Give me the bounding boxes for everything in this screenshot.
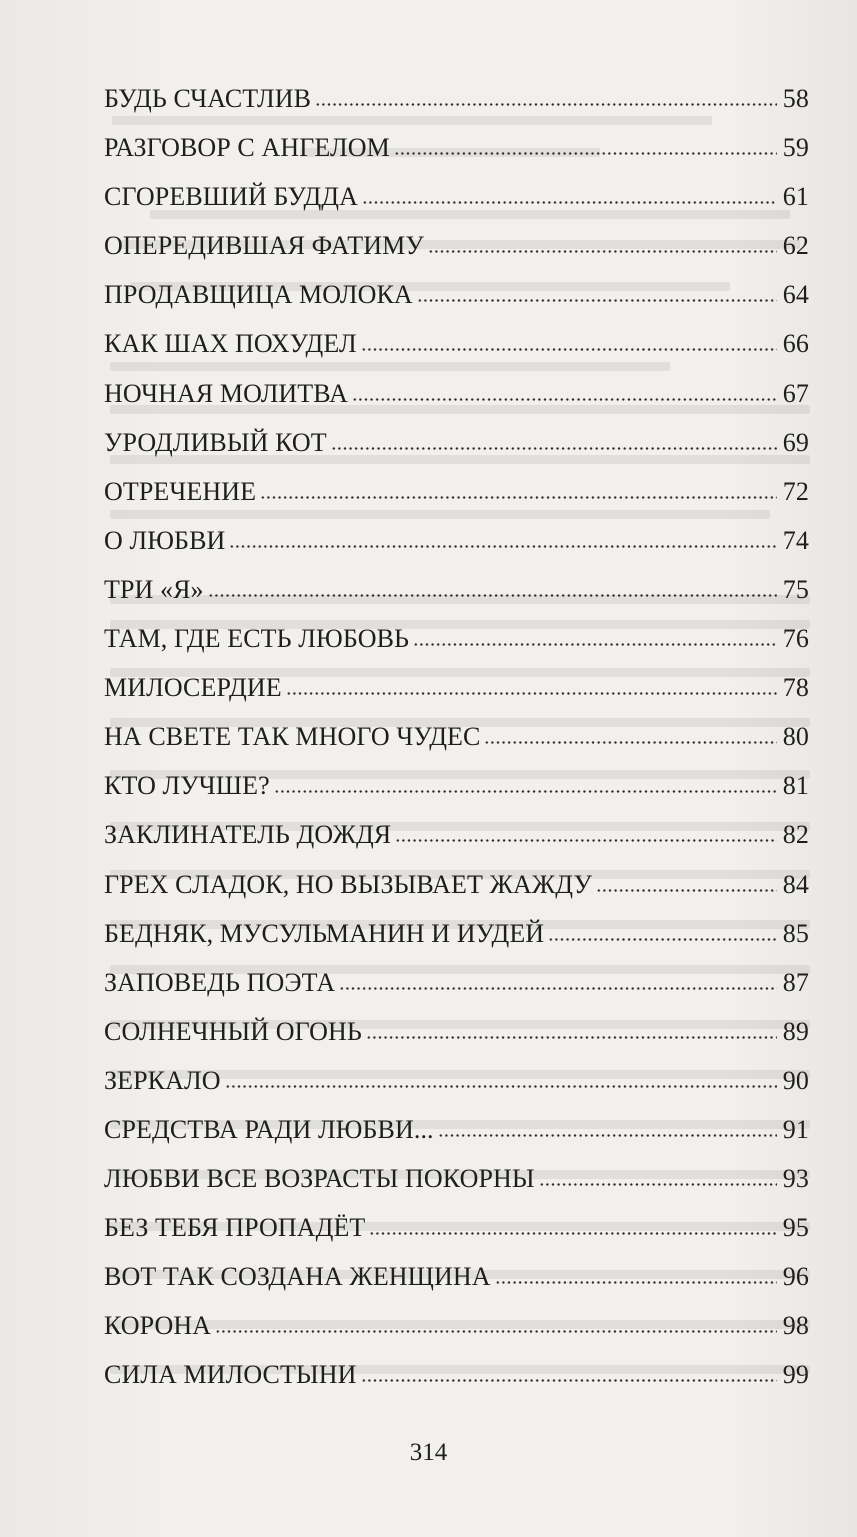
toc-entry-title: СГОРЕВШИЙ БУДДА (104, 182, 359, 212)
toc-entry-title: ТАМ, ГДЕ ЕСТЬ ЛЮБОВЬ (104, 624, 410, 654)
toc-dot-leader (362, 179, 777, 205)
toc-entry-title: КТО ЛУЧШЕ? (104, 771, 270, 801)
toc-entry-title: БУДЬ СЧАСТЛИВ (104, 84, 312, 113)
toc-dot-leader (352, 376, 777, 402)
toc-entry (104, 418, 809, 467)
toc-dot-leader (395, 817, 777, 843)
toc-entry-title: СОЛНЕЧНЫЙ ОГОНЬ (104, 1016, 362, 1046)
table-of-contents (104, 74, 809, 1400)
toc-entry (104, 761, 809, 810)
toc-entry (104, 860, 809, 909)
toc-entry-title: ОТРЕЧЕНИЕ (104, 476, 257, 506)
toc-entry-title: НОЧНАЯ МОЛИТВА (104, 378, 348, 408)
toc-entry-title: УРОДЛИВЫЙ КОТ (104, 427, 327, 457)
toc-entry (104, 74, 809, 123)
toc-entry (104, 516, 809, 565)
toc-entry-title: РАЗГОВОР С АНГЕЛОМ (104, 133, 390, 163)
toc-entry-page: 58 (782, 84, 809, 113)
toc-entry-title: ПРОДАВЩИЦА МОЛОКА (104, 280, 413, 310)
toc-entry-page: 69 (782, 427, 809, 457)
toc-dot-leader (394, 130, 777, 156)
toc-entry-page: 87 (782, 967, 809, 997)
toc-entry (104, 810, 809, 859)
toc-entry-title: ЗАПОВЕДЬ ПОЭТА (104, 967, 336, 997)
toc-entry (104, 909, 809, 958)
toc-dot-leader (438, 1112, 777, 1138)
toc-entry (104, 1203, 809, 1252)
toc-entry (104, 172, 809, 221)
toc-entry (104, 565, 809, 614)
toc-dot-leader (539, 1161, 777, 1187)
toc-entry-page: 76 (782, 624, 809, 654)
toc-entry-title: КАК ШАХ ПОХУДЕЛ (104, 329, 357, 359)
page-number: 314 (409, 1439, 448, 1466)
toc-entry-title: ТРИ «Я» (104, 574, 204, 604)
toc-entry-page: 75 (782, 574, 809, 604)
toc-entry (104, 614, 809, 663)
toc-entry (104, 221, 809, 270)
toc-entry-page: 99 (782, 1360, 809, 1390)
toc-entry-page: 82 (782, 820, 809, 850)
toc-entry-page: 67 (782, 378, 809, 408)
toc-entry (104, 1252, 809, 1301)
toc-entry-page: 95 (782, 1213, 809, 1243)
toc-dot-leader (361, 326, 777, 352)
toc-entry (104, 1007, 809, 1056)
toc-entry-title: БЕЗ ТЕБЯ ПРОПАДЁТ (104, 1213, 366, 1243)
toc-entry-title: ВОТ ТАК СОЗДАНА ЖЕНЩИНА (104, 1262, 491, 1292)
toc-dot-leader (315, 81, 777, 107)
toc-entry-title: МИЛОСЕРДИЕ (104, 673, 282, 703)
toc-entry (104, 663, 809, 712)
toc-entry-title: ЛЮБВИ ВСЕ ВОЗРАСТЫ ПОКОРНЫ (104, 1164, 535, 1194)
toc-entry-page: 72 (782, 476, 809, 506)
toc-dot-leader (484, 719, 777, 745)
toc-entry-page: 93 (782, 1164, 809, 1194)
toc-entry-page: 91 (782, 1114, 809, 1144)
toc-entry-page: 85 (782, 918, 809, 948)
toc-entry-title: ЗАКЛИНАТЕЛЬ ДОЖДЯ (104, 820, 392, 850)
toc-dot-leader (274, 768, 777, 794)
toc-entry (104, 1056, 809, 1105)
toc-entry-title: ОПЕРЕДИВШАЯ ФАТИМУ (104, 231, 424, 261)
toc-entry-page: 89 (782, 1016, 809, 1046)
toc-dot-leader (331, 425, 777, 451)
toc-entry (104, 1301, 809, 1350)
toc-entry (104, 1154, 809, 1203)
toc-entry-title: СИЛА МИЛОСТЫНИ (104, 1360, 357, 1390)
toc-dot-leader (369, 1210, 777, 1236)
toc-entry-page: 66 (782, 329, 809, 359)
toc-entry (104, 1350, 809, 1399)
toc-dot-leader (428, 228, 777, 254)
toc-entry-page: 96 (782, 1262, 809, 1292)
toc-dot-leader (339, 965, 777, 991)
toc-entry-page: 90 (782, 1065, 809, 1095)
toc-entry-page: 81 (782, 771, 809, 801)
toc-entry-page: 62 (782, 231, 809, 261)
toc-dot-leader (286, 670, 777, 696)
toc-dot-leader (495, 1259, 777, 1285)
toc-dot-leader (225, 1063, 777, 1089)
toc-entry-page: 61 (782, 182, 809, 212)
toc-dot-leader (366, 1014, 777, 1040)
toc-entry-page: 74 (782, 525, 809, 555)
toc-dot-leader (229, 523, 777, 549)
toc-entry-title: ЗЕРКАЛО (104, 1065, 221, 1095)
toc-entry (104, 467, 809, 516)
toc-dot-leader (208, 572, 777, 598)
toc-dot-leader (596, 867, 777, 893)
toc-dot-leader (361, 1357, 777, 1383)
toc-dot-leader (215, 1308, 777, 1334)
toc-entry-page: 80 (782, 722, 809, 752)
toc-entry-title: О ЛЮБВИ (104, 525, 226, 555)
toc-entry-title: БЕДНЯК, МУСУЛЬМАНИН И ИУДЕЙ (104, 918, 545, 948)
toc-entry (104, 958, 809, 1007)
toc-entry-page: 78 (782, 673, 809, 703)
toc-entry (104, 369, 809, 418)
toc-entry (104, 123, 809, 172)
toc-entry-title: ГРЕХ СЛАДОК, НО ВЫЗЫВАЕТ ЖАЖДУ (104, 869, 592, 899)
toc-dot-leader (417, 277, 777, 303)
toc-dot-leader (413, 621, 777, 647)
toc-entry-title: КОРОНА (104, 1311, 212, 1341)
toc-entry (104, 1105, 809, 1154)
toc-entry-page: 98 (782, 1311, 809, 1341)
toc-entry (104, 270, 809, 319)
toc-dot-leader (260, 474, 777, 500)
toc-entry-title: НА СВЕТЕ ТАК МНОГО ЧУДЕС (104, 722, 481, 752)
toc-entry-title: СРЕДСТВА РАДИ ЛЮБВИ... (104, 1114, 434, 1144)
toc-entry-page: 84 (782, 869, 809, 899)
toc-entry (104, 712, 809, 761)
toc-entry-page: 64 (782, 280, 809, 310)
toc-dot-leader (548, 916, 777, 942)
toc-entry (104, 319, 809, 368)
toc-entry-page: 59 (782, 133, 809, 163)
